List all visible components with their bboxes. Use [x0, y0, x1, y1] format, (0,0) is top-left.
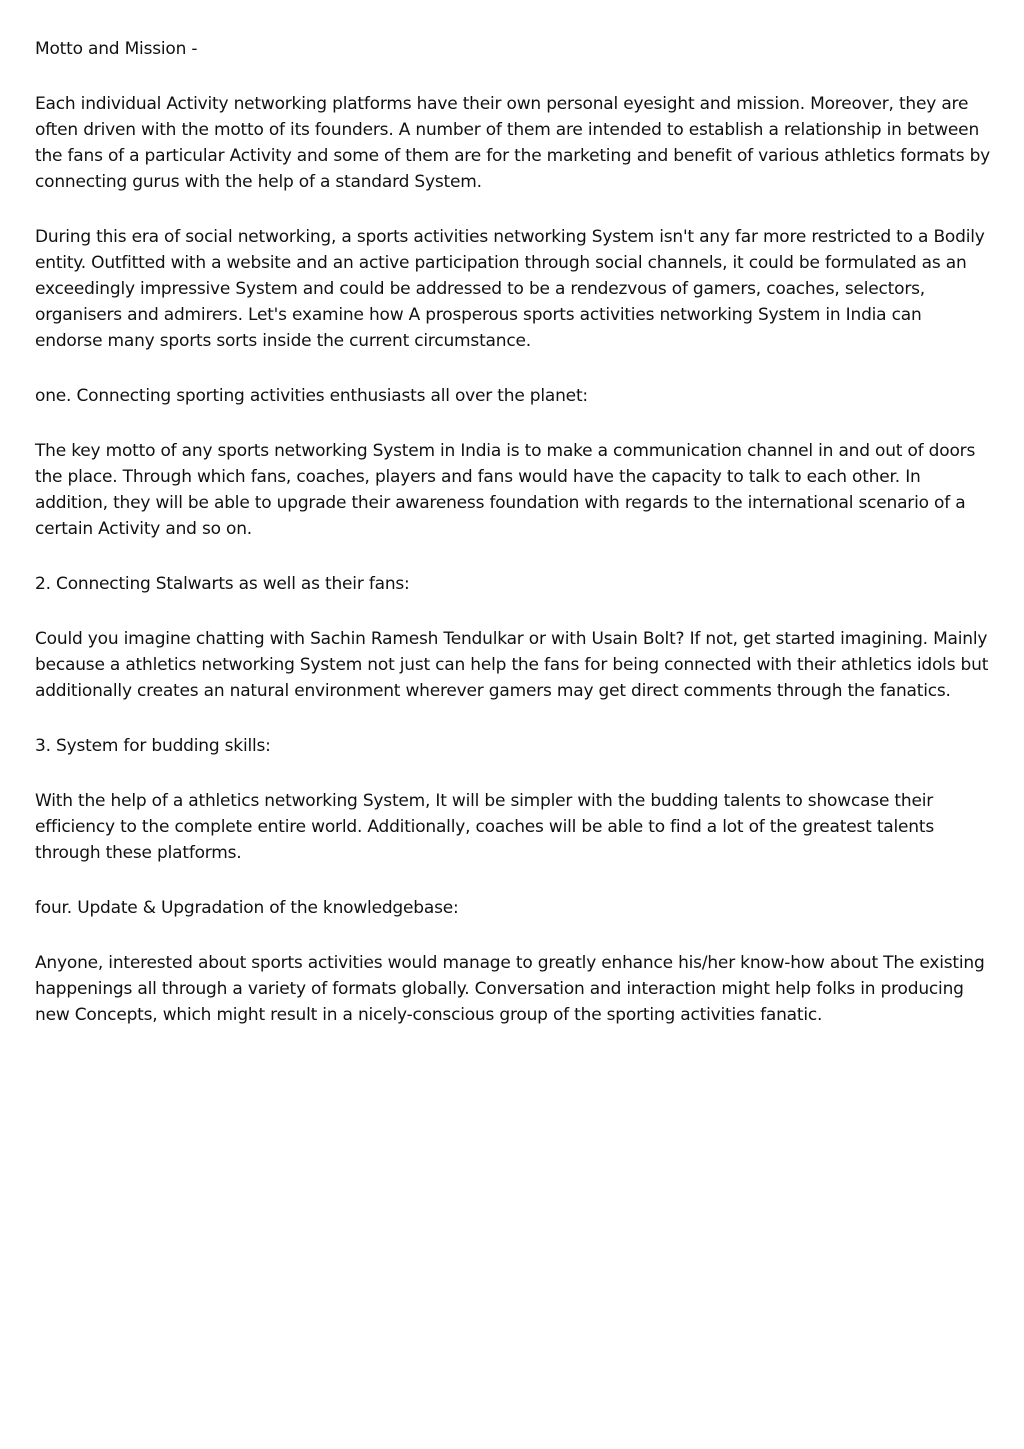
section-heading-4: four. Update & Upgradation of the knowledgebase:: [35, 898, 459, 918]
section-heading-3: 3. System for budding skills:: [35, 736, 271, 756]
paragraph-section-4: Anyone, interested about sports activities would manage to greatly enhance his/her know-how about The existing happenings all through a variety of formats globally. Conversation and interaction might help folks in producing new Concepts, which might result in a nicely-conscious group of the sporting activities fanatic.: [35, 953, 985, 1025]
paragraph-section-2: Could you imagine chatting with Sachin Ramesh Tendulkar or with Usain Bolt? If not, get started imagining. Mainly because a athletics networking System not just can help the fans for being connected with their athletics idols but additionally creates an natural environment wherever gamers may get direct comments through the fanatics.: [35, 629, 989, 701]
paragraph-section-3: With the help of a athletics networking System, It will be simpler with the budding talents to showcase their efficiency to the complete entire world. Additionally, coaches will be able to find a lot of the greatest talents through these platforms.: [35, 791, 934, 863]
paragraph-intro: Each individual Activity networking platforms have their own personal eyesight and mission. Moreover, they are often driven with the motto of its founders. A number of them are intended to establish a relationship in between the fans of a particular Activity and some of them are for the marketing and benefit of various athletics formats by connecting gurus with the help of a standard System.: [35, 94, 991, 192]
section-heading-2: 2. Connecting Stalwarts as well as their fans:: [35, 574, 410, 594]
section-heading-motto: Motto and Mission -: [35, 39, 198, 59]
section-heading-1: one. Connecting sporting activities enthusiasts all over the planet:: [35, 386, 588, 406]
paragraph-social-era: During this era of social networking, a sports activities networking System isn't any far more restricted to a Bodily entity. Outfitted with a website and an active participation through social channels, it could be formulated as an exceedingly impressive System and could be addressed to be a rendezvous of gamers, coaches, selectors, organisers and admirers. Let's examine how A prosperous sports activities networking System in India can endorse many sports sorts inside the current circumstance.: [35, 227, 985, 351]
paragraph-section-1: The key motto of any sports networking System in India is to make a communication channel in and out of doors the place. Through which fans, coaches, players and fans would have the capacity to talk to each other. In addition, they will be able to upgrade their awareness foundation with regards to the international scenario of a certain Activity and so on.: [35, 441, 976, 539]
document-page: [35, 36, 993, 1057]
